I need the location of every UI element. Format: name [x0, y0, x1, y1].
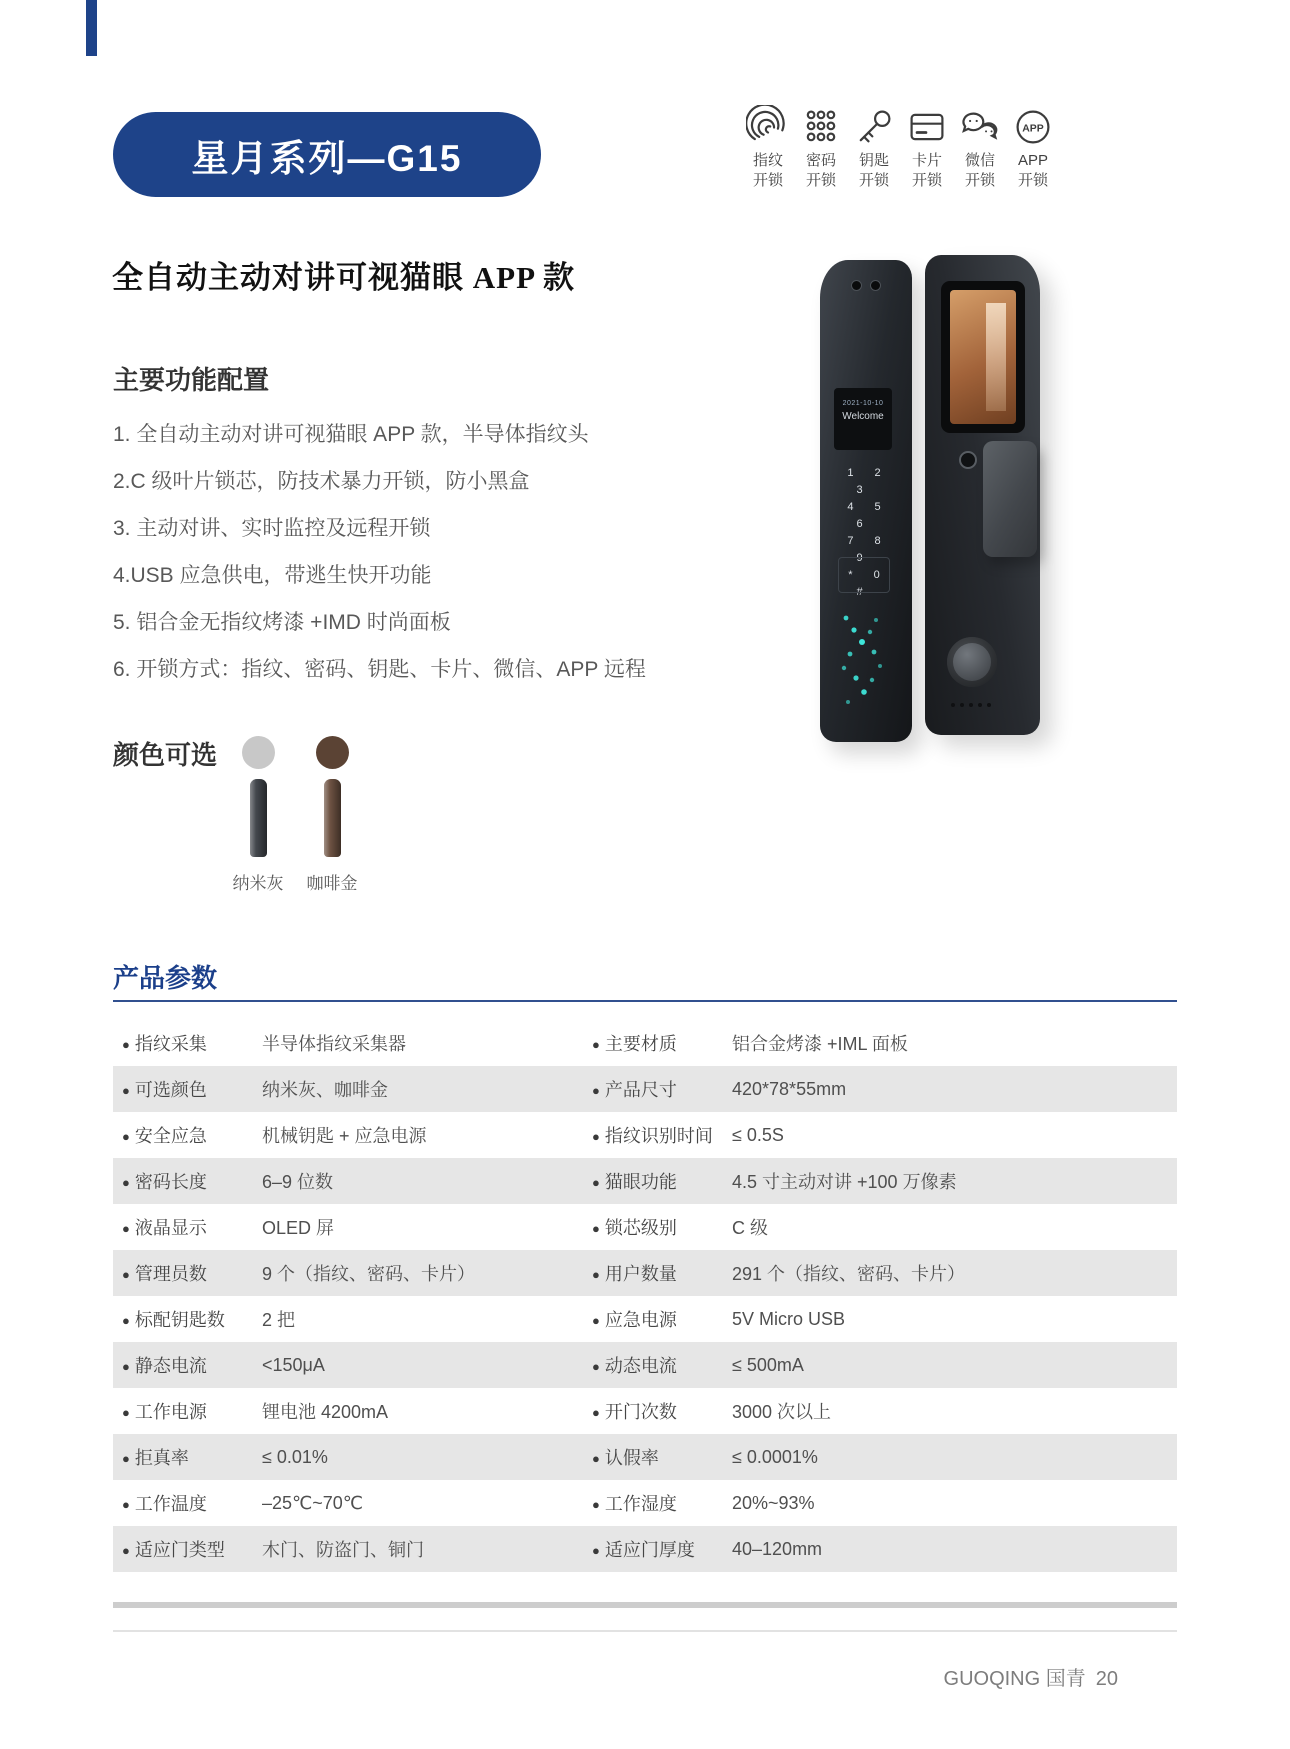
spec-row: [113, 1158, 1177, 1204]
spec-label-right: ● 用户数量: [592, 1260, 732, 1286]
unlock-method-key: [848, 103, 900, 191]
spec-value-right: ≤ 500mA: [732, 1354, 804, 1375]
spec-label-left: ● 标配钥匙数: [122, 1306, 262, 1332]
spec-row: [113, 1434, 1177, 1480]
spec-value-right: ≤ 0.0001%: [732, 1446, 818, 1467]
unlock-methods-row: [742, 103, 1059, 191]
spec-label-left: ● 工作温度: [122, 1490, 262, 1516]
lock-thumbnail: [250, 779, 267, 857]
color-name: 咖啡金: [306, 874, 358, 893]
lock-front-body: [820, 260, 912, 742]
spec-label-left: ● 拒真率: [122, 1444, 262, 1470]
spec-value-right: 5V Micro USB: [732, 1308, 846, 1329]
feature-item: 5. 铝合金无指纹烤漆 +IMD 时尚面板: [113, 611, 451, 634]
screen-date: 2021-10-10: [842, 400, 884, 407]
feature-item: 2.C 级叶片锁芯，防技术暴力开锁，防小黑盒: [113, 470, 530, 493]
features-heading: 主要功能配置: [113, 365, 270, 395]
spec-label-left: ● 密码长度: [122, 1168, 262, 1194]
spec-row: [113, 1250, 1177, 1296]
unlock-method-label: APP 开锁: [1017, 152, 1048, 189]
spec-label-right: ● 工作湿度: [592, 1490, 732, 1516]
series-badge-label: 星月系列—G15: [191, 137, 463, 179]
keypad-icon: [795, 103, 847, 151]
peephole-screen: [941, 281, 1025, 433]
spec-value-right: 20%~93%: [732, 1492, 815, 1513]
card-reader-area: [838, 557, 890, 593]
feature-item: 1. 全自动主动对讲可视猫眼 APP 款，半导体指纹头: [113, 423, 589, 446]
battery-box: [983, 441, 1037, 557]
card-icon: [901, 103, 953, 151]
spec-label-left: ● 液晶显示: [122, 1214, 262, 1240]
spec-value-left: 木门、防盗门、铜门: [262, 1540, 424, 1560]
lock-front-screen: [834, 388, 892, 450]
color-option-coffee-gold: [300, 736, 364, 894]
spec-label-right: ● 应急电源: [592, 1306, 732, 1332]
color-swatch: [316, 736, 349, 769]
product-image-front-panel: [820, 260, 912, 742]
teal-glow-pattern: [832, 612, 898, 713]
footer-divider-bar: [113, 1602, 1177, 1608]
spec-label-left: ● 适应门类型: [122, 1536, 262, 1562]
fingerprint-icon: [742, 103, 794, 151]
spec-value-right: 3000 次以上: [732, 1402, 832, 1422]
features-section: [113, 360, 673, 693]
product-title: 全自动主动对讲可视猫眼 APP 款: [112, 260, 576, 295]
spec-row: [113, 1296, 1177, 1342]
spec-row: [113, 1388, 1177, 1434]
spec-value-left: 锂电池 4200mA: [262, 1402, 389, 1422]
spec-label-left: ● 管理员数: [122, 1260, 262, 1286]
spec-label-right: ● 适应门厚度: [592, 1536, 732, 1562]
key-icon: [848, 103, 900, 151]
spec-value-left: 6–9 位数: [262, 1172, 334, 1192]
unlock-method-label: 密码 开锁: [805, 152, 836, 189]
unlock-method-label: 钥匙 开锁: [858, 152, 889, 189]
specs-heading: 产品参数: [113, 963, 218, 993]
spec-row: [113, 1112, 1177, 1158]
spec-value-right: 420*78*55mm: [732, 1078, 847, 1099]
spec-label-right: ● 指纹识别时间: [592, 1122, 732, 1148]
spec-label-left: ● 静态电流: [122, 1352, 262, 1378]
screen-welcome-text: Welcome: [842, 411, 884, 422]
spec-row: [113, 1526, 1177, 1572]
spec-value-right: C 级: [732, 1218, 768, 1238]
spec-value-left: 2 把: [262, 1310, 296, 1330]
spec-label-right: ● 产品尺寸: [592, 1076, 732, 1102]
corner-accent-mark: [86, 0, 97, 56]
series-badge: [113, 112, 541, 197]
page-number: 20: [1095, 1668, 1118, 1690]
spec-label-right: ● 认假率: [592, 1444, 732, 1470]
footer: [944, 1662, 1118, 1691]
unlock-method-password: [795, 103, 847, 191]
spec-row: [113, 1342, 1177, 1388]
spec-value-left: <150μA: [262, 1354, 325, 1375]
feature-item: 4.USB 应急供电，带逃生快开功能: [113, 564, 432, 587]
spec-value-left: 纳米灰、咖啡金: [262, 1080, 388, 1100]
speaker-holes: [951, 703, 991, 707]
spec-value-left: 机械钥匙 + 应急电源: [262, 1126, 427, 1146]
svg-text:APP: APP: [1022, 123, 1044, 135]
footer-divider-line: [113, 1630, 1177, 1632]
color-options-heading: 颜色可选: [113, 740, 218, 770]
spec-label-left: ● 安全应急: [122, 1122, 262, 1148]
thumb-turn-knob: [947, 637, 997, 687]
spec-value-left: ≤ 0.01%: [262, 1446, 328, 1467]
spec-value-right: 铝合金烤漆 +IML 面板: [732, 1034, 908, 1054]
color-option-nano-gray: [226, 736, 290, 894]
spec-value-right: 40–120mm: [732, 1538, 823, 1559]
spec-row: [113, 1066, 1177, 1112]
spec-label-right: ● 主要材质: [592, 1030, 732, 1056]
spec-table: [113, 1020, 1177, 1572]
spec-label-right: ● 动态电流: [592, 1352, 732, 1378]
lock-thumbnail: [324, 779, 341, 857]
spec-label-right: ● 开门次数: [592, 1398, 732, 1424]
spec-label-right: ● 猫眼功能: [592, 1168, 732, 1194]
spec-row: [113, 1204, 1177, 1250]
spec-label-left: ● 指纹采集: [122, 1030, 262, 1056]
unlock-method-card: [901, 103, 953, 191]
unlock-method-wechat: [954, 103, 1006, 191]
spec-label-left: ● 工作电源: [122, 1398, 262, 1424]
spec-value-right: 4.5 寸主动对讲 +100 万像素: [732, 1172, 957, 1192]
feature-item: 6. 开锁方式：指纹、密码、钥匙、卡片、微信、APP 远程: [113, 658, 646, 681]
unlock-method-fingerprint: [742, 103, 794, 191]
spec-value-left: –25℃~70℃: [262, 1492, 363, 1513]
unlock-method-label: 指纹 开锁: [752, 152, 783, 189]
feature-item: 3. 主动对讲、实时监控及远程开锁: [113, 517, 431, 540]
spec-value-left: 9 个（指纹、密码、卡片）: [262, 1264, 476, 1284]
color-swatch: [242, 736, 275, 769]
peephole-image: [950, 290, 1016, 424]
spec-row: [113, 1020, 1177, 1066]
color-name: 纳米灰: [232, 874, 284, 893]
unlock-method-label: 卡片 开锁: [911, 152, 942, 189]
specs-divider: [113, 1000, 1177, 1002]
brand-name: GUOQING 国青: [943, 1668, 1086, 1690]
spec-value-left: OLED 屏: [262, 1218, 335, 1238]
wechat-icon: [954, 103, 1006, 151]
app-icon: [1007, 103, 1059, 151]
spec-value-left: 半导体指纹采集器: [262, 1034, 406, 1054]
unlock-method-app: [1007, 103, 1059, 191]
spec-value-right: 291 个（指纹、密码、卡片）: [732, 1264, 966, 1284]
unlock-method-label: 微信 开锁: [964, 152, 995, 189]
spec-value-right: ≤ 0.5S: [732, 1124, 784, 1145]
spec-label-right: ● 锁芯级别: [592, 1214, 732, 1240]
spec-label-left: ● 可选颜色: [122, 1076, 262, 1102]
sensor-icon: [959, 451, 977, 469]
doorbell-camera-icon: [820, 280, 912, 291]
lock-keypad: 1 2 3 4 5 6 7 8 9 * 0 #: [847, 467, 890, 598]
spec-row: [113, 1480, 1177, 1526]
lock-back-body: [925, 255, 1040, 735]
product-image-back-panel: [925, 255, 1040, 735]
